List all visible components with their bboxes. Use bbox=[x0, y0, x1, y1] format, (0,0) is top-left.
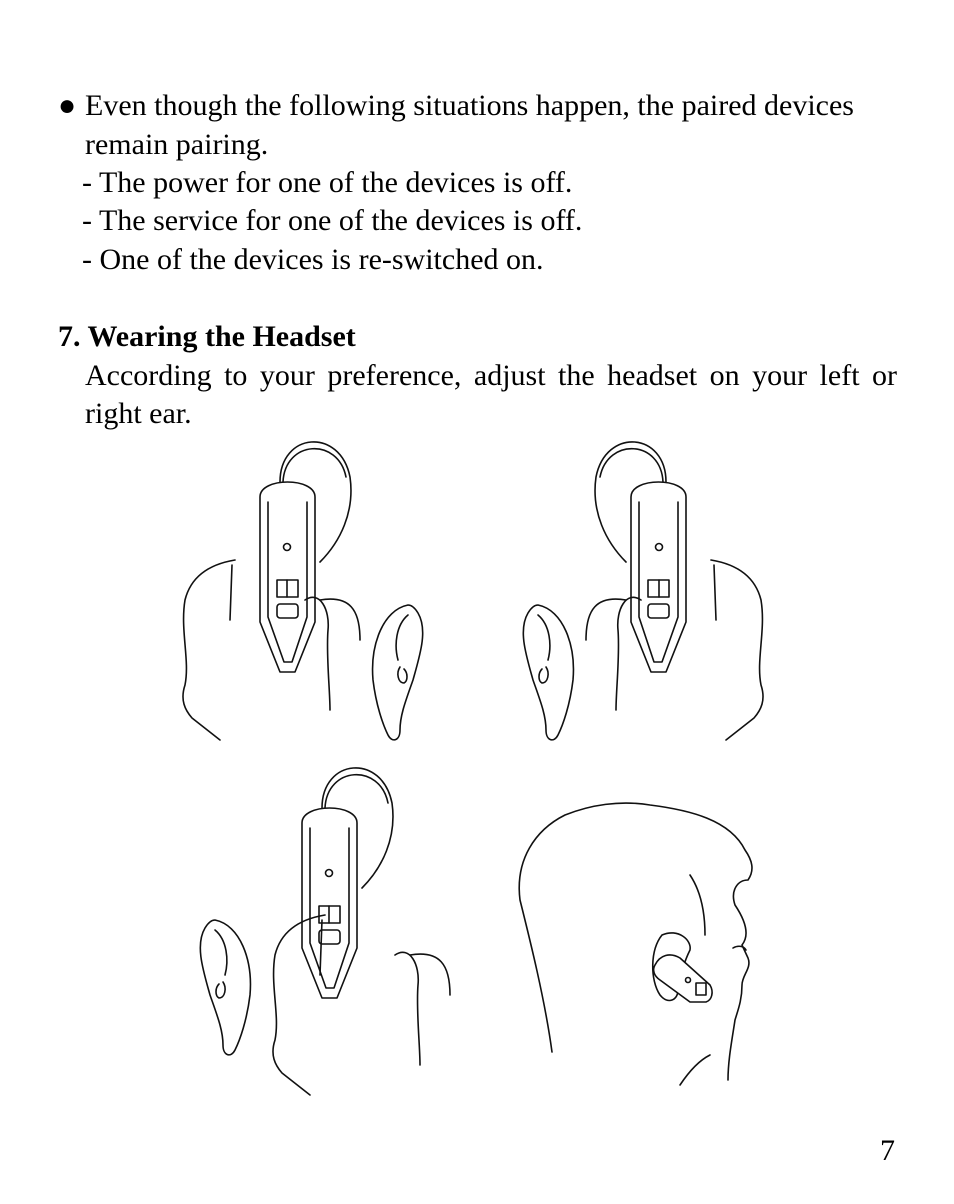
situation-item: - One of the devices is re-switched on. bbox=[82, 243, 544, 276]
bullet-text-line-1: Even though the following situations happen, the paired devices bbox=[85, 89, 854, 122]
page-number: 7 bbox=[880, 1134, 895, 1167]
left-ear-step-illustration bbox=[183, 442, 423, 740]
section-paragraph: According to your preference, adjust the headset on your left or right ear. bbox=[85, 359, 897, 430]
attach-headset-illustration bbox=[200, 768, 450, 1095]
bullet-text-line-2: remain pairing. bbox=[85, 128, 269, 161]
bullet-marker: ● bbox=[58, 89, 77, 122]
situation-item: - The service for one of the devices is off. bbox=[82, 204, 583, 237]
right-ear-step-illustration bbox=[523, 442, 763, 740]
situation-item: - The power for one of the devices is off. bbox=[82, 166, 573, 199]
section-heading: 7. Wearing the Headset bbox=[58, 320, 356, 353]
wearing-headset-illustration bbox=[519, 803, 752, 1085]
